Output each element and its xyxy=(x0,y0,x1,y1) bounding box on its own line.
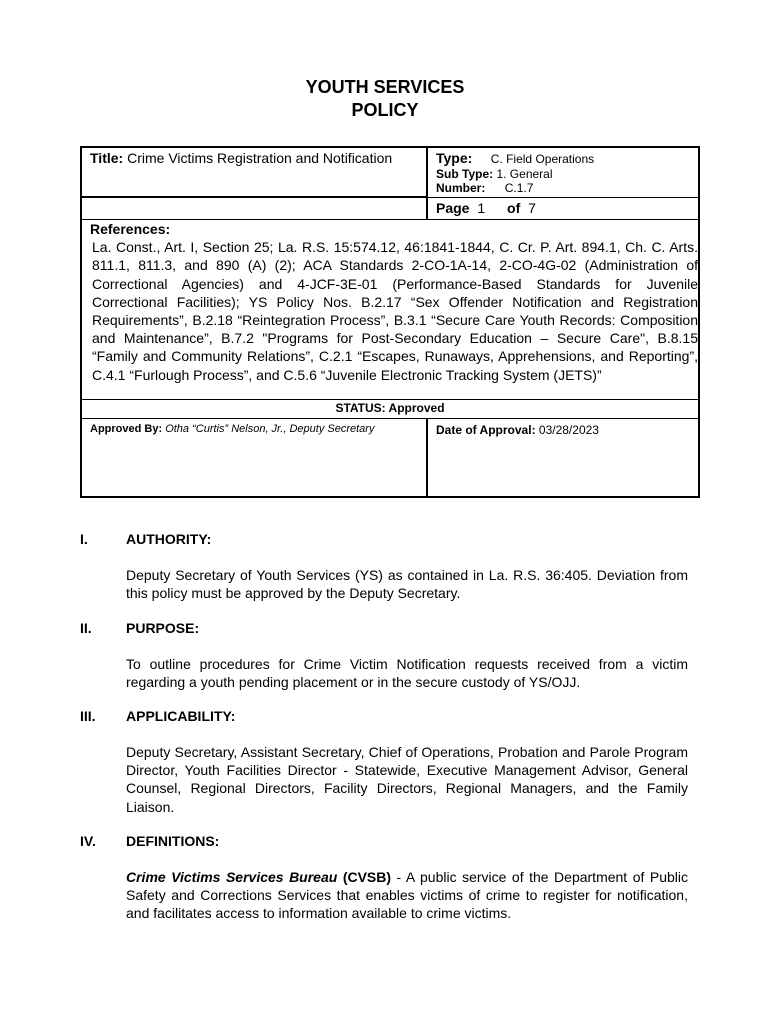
title-line-2: POLICY xyxy=(351,100,419,120)
section-heading: AUTHORITY: xyxy=(126,531,212,547)
title-line-1: YOUTH SERVICES xyxy=(305,77,465,97)
section-heading: APPLICABILITY: xyxy=(126,708,236,724)
type-value: C. Field Operations xyxy=(490,152,595,166)
number-label: Number: xyxy=(436,181,486,195)
section-body: Deputy Secretary of Youth Services (YS) as contained in La. R.S. 36:405. Deviation from this policy must be approved by the Deputy Secretary. xyxy=(126,567,688,602)
definition-text: - A public service of the Department of Public Safety and Corrections Services that enables victims of crime to register for notification, and facilitates access to information available to crime victims. xyxy=(126,869,688,922)
policy-number xyxy=(436,181,533,195)
page-value: 1 xyxy=(477,200,486,216)
definition-term: Crime Victims Services Bureau xyxy=(126,869,338,885)
approved-by-value: Otha “Curtis” Nelson, Jr., Deputy Secretary xyxy=(165,423,375,435)
box-divider-bottom xyxy=(426,418,428,498)
references-label: References: xyxy=(90,221,171,237)
references-text: La. Const., Art. I, Section 25; La. R.S. 15:574.12, 46:1841-1844, C. Cr. P. Art. 894.1, Ch. C. Arts. 811.1, 811.3, and 890 (A) (2); ACA Standards 2-CO-1A-14, 2-CO-4G-02 (Administration of Correctional Agencies) and 4-JCF-3E-01 (Performance-Based Standards for Juvenile Correctional Facilities); YS Policy Nos. B.2.17 “Sex Offender Notification and Registration Requirements”, B.2.18 “Reintegration Process”, B.3.1 “Secure Care Youth Records: Composition and Maintenance”, B.7.2 "Programs for Post-Secondary Education – Secure Care", B.8.15 “Family and Community Relations”, C.2.1 “Escapes, Runaways, Apprehensions, and Reporting”, C.4.1 “Furlough Process”, and C.5.6 “Juvenile Electronic Tracking System (JETS)” xyxy=(92,239,698,383)
policy-title xyxy=(90,150,392,166)
policy-subtype xyxy=(436,167,553,181)
approved-by-label: Approved By: xyxy=(90,423,163,435)
box-rule-title xyxy=(80,196,426,198)
title-value: Crime Victims Registration and Notification xyxy=(127,150,393,166)
section-number: II. xyxy=(80,620,92,636)
box-divider-top xyxy=(426,146,428,220)
box-rule-number xyxy=(426,197,700,198)
page-label: Page xyxy=(436,200,470,216)
date-label: Date of Approval: xyxy=(436,423,536,437)
section-number: IV. xyxy=(80,833,96,849)
approval-date xyxy=(436,423,599,437)
section-number: I. xyxy=(80,531,88,547)
box-rule-refs xyxy=(80,399,700,400)
section-body: Deputy Secretary, Assistant Secretary, Chief of Operations, Probation and Parole Program Director, Youth Facilities Director - Statewide, Executive Management Advisor, General Counsel, Regional Directors, Facility Directors, Regional Managers, and the Family Liaison. xyxy=(126,744,688,815)
subtype-label: Sub Type: xyxy=(436,167,494,181)
title-label: Title: xyxy=(90,150,124,166)
number-value: C.1.7 xyxy=(504,181,534,195)
page-indicator xyxy=(436,200,536,216)
definition-cvsb xyxy=(126,868,688,923)
definition-abbr: (CVSB) xyxy=(342,869,392,885)
type-label: Type: xyxy=(436,150,473,166)
section-heading: DEFINITIONS: xyxy=(126,833,220,849)
box-rule-status xyxy=(80,418,700,419)
date-value: 03/28/2023 xyxy=(538,423,599,437)
policy-type xyxy=(436,150,594,168)
document-title xyxy=(0,76,770,122)
section-heading: PURPOSE: xyxy=(126,620,200,636)
approved-by xyxy=(90,423,424,435)
section-body: To outline procedures for Crime Victim Notification requests received from a victim regarding a youth pending placement or in the secure custody of YS/OJJ. xyxy=(126,656,688,691)
status-badge: STATUS: Approved xyxy=(335,401,445,415)
of-label: of xyxy=(507,200,521,216)
section-number: III. xyxy=(80,708,96,724)
references xyxy=(92,220,698,384)
of-value: 7 xyxy=(528,200,536,216)
subtype-value: 1. General xyxy=(496,167,553,181)
